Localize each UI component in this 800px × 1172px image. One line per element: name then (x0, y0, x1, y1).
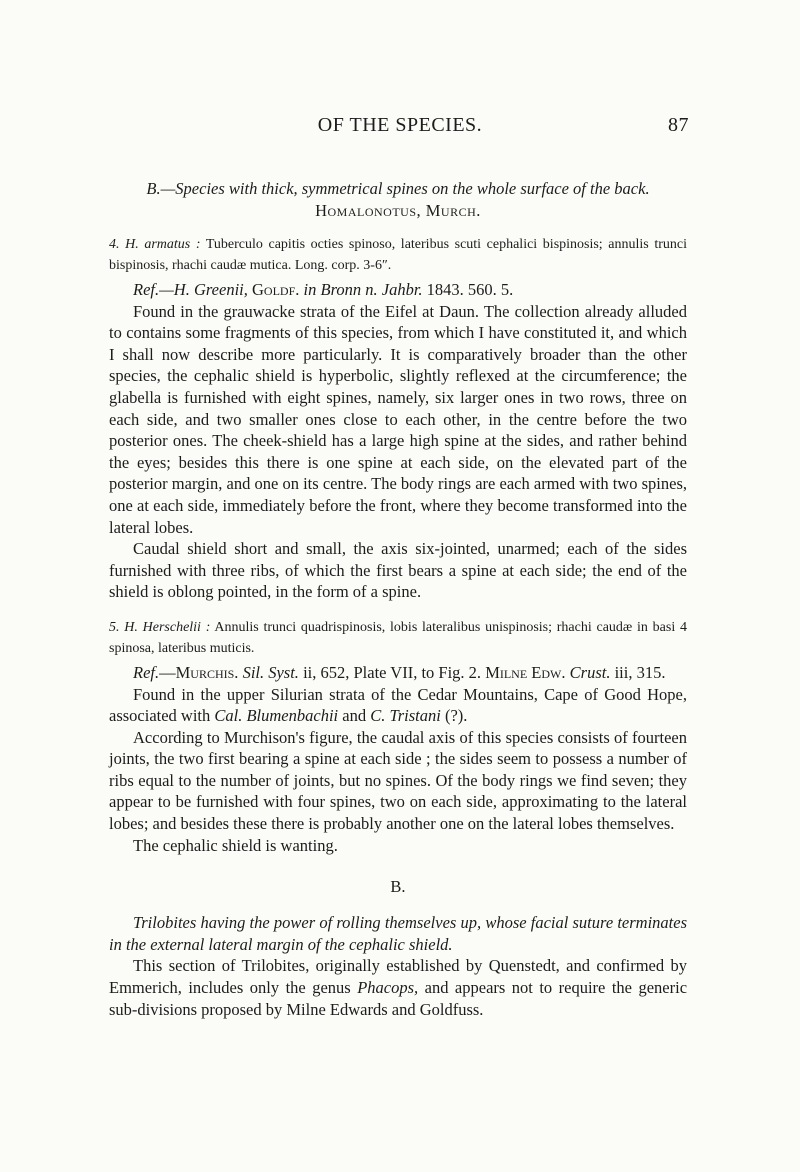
paragraph: The cephalic shield is wanting. (133, 835, 338, 855)
ref-author: Goldf. (252, 280, 300, 299)
ref-mid: ii, 652, Plate VII, to Fig. 2. (303, 662, 482, 682)
ref-author: —Murchis. (159, 662, 239, 682)
section-letter: B. (390, 877, 406, 897)
species-diagnosis-armatus (109, 234, 687, 276)
genus-name: Phacops, (357, 978, 419, 998)
ref-species: —H. Greenii, (159, 280, 248, 299)
diagnosis-text: Tuberculo capitis octies spinoso, lateribus scuti cephalici bispinosis; annulis trunci bispinosis, rhachi caudæ mutica. Long. corp. 3-6″. (109, 237, 688, 273)
ref-source: Crust. (569, 662, 611, 682)
species-name: Cal. Blumenbachii (214, 706, 339, 726)
paragraph: According to Murchison's figure, the caudal axis of this species consists of fourteen joints, the two first bearing a spine at each side ; the sides seem to possess a number of ribs equal to the number of joints, but no spines. Of the body rings we find seven; they appear to be furnished with four spines, two on each side, approximating to the lateral lobes; and besides these there is probably another one on the lateral lobes themselves. (109, 727, 687, 834)
ref-end: iii, 315. (614, 662, 666, 682)
species-label: 5. H. Herschelii : (109, 619, 211, 635)
found-text: Found in the upper Silurian strata of the Cedar Mountains, Cape of Good Hope, associated with (109, 684, 687, 726)
ref-source: in Bronn n. Jahbr. (303, 280, 423, 299)
ref-author: Milne Edw. (485, 662, 566, 682)
ref-rest: 1843. 560. 5. (426, 280, 514, 299)
species-label: 4. H. armatus : (109, 237, 201, 252)
genus-heading: Homalonotus, Murch. (315, 201, 481, 220)
section-heading: B.—Species with thick, symmetrical spines on the whole surface of the back. (146, 179, 650, 198)
paragraph-text: and appears not to require the generic sub-divisions proposed by Milne Edwards and Goldfuss. (109, 978, 688, 1019)
section-heading: Trilobites having the power of rolling themselves up, whose facial suture terminates in the external lateral margin of the cephalic shield. (109, 913, 687, 954)
page-body (109, 178, 687, 1020)
ref-label: Ref. (133, 280, 160, 299)
running-title: OF THE SPECIES. (317, 114, 483, 136)
species-diagnosis-herschelii (109, 617, 687, 659)
species-name: C. Tristani (370, 706, 441, 726)
paragraph-text: This section of Trilobites, originally established by Quenstedt, and confirmed by Emmerich, includes only the genus (109, 956, 687, 998)
page-number: 87 (668, 114, 689, 136)
found-end: (?). (444, 706, 468, 726)
paragraph: Found in the grauwacke strata of the Eifel at Daun. The collection already alluded to contains some fragments of this species, from which I have constituted it, and which I shall now describe more particularly. It is comparatively broader than the other species, the cephalic shield is hyperbolic, slightly reflexed at the circumference; the glabella is furnished with eight spines, namely, six larger ones in two rows, three on each side, and two smaller ones close to each other, in the centre before the two posterior ones. The cheek-shield has a large high spine at the sides, and rather behind the eyes; besides this there is one spine at each side, on the elevated part of the posterior margin, and one on its centre. The body rings are each armed with two spines, one at each side, immediately before the front, where they become transformed into the lateral lobes. (109, 301, 687, 537)
ref-source: Sil. Syst. (242, 662, 299, 682)
running-head (0, 114, 800, 144)
paragraph (109, 955, 687, 1020)
ref-label: Ref. (133, 662, 160, 682)
diagnosis-text: Annulis trunci quadrispinosis, lobis lateralibus unispinosis; rhachi caudæ in basi 4 spinosa, lateribus muticis. (109, 619, 687, 656)
found-and: and (342, 706, 367, 726)
paragraph (109, 684, 687, 727)
paragraph: Caudal shield short and small, the axis six-jointed, unarmed; each of the sides furnished with three ribs, of which the first bears a spine at each side; the end of the shield is oblong pointed, in the form of a spine. (109, 539, 687, 602)
spacer (109, 603, 687, 617)
reference-armatus (109, 279, 687, 301)
reference-herschelii (109, 662, 687, 684)
